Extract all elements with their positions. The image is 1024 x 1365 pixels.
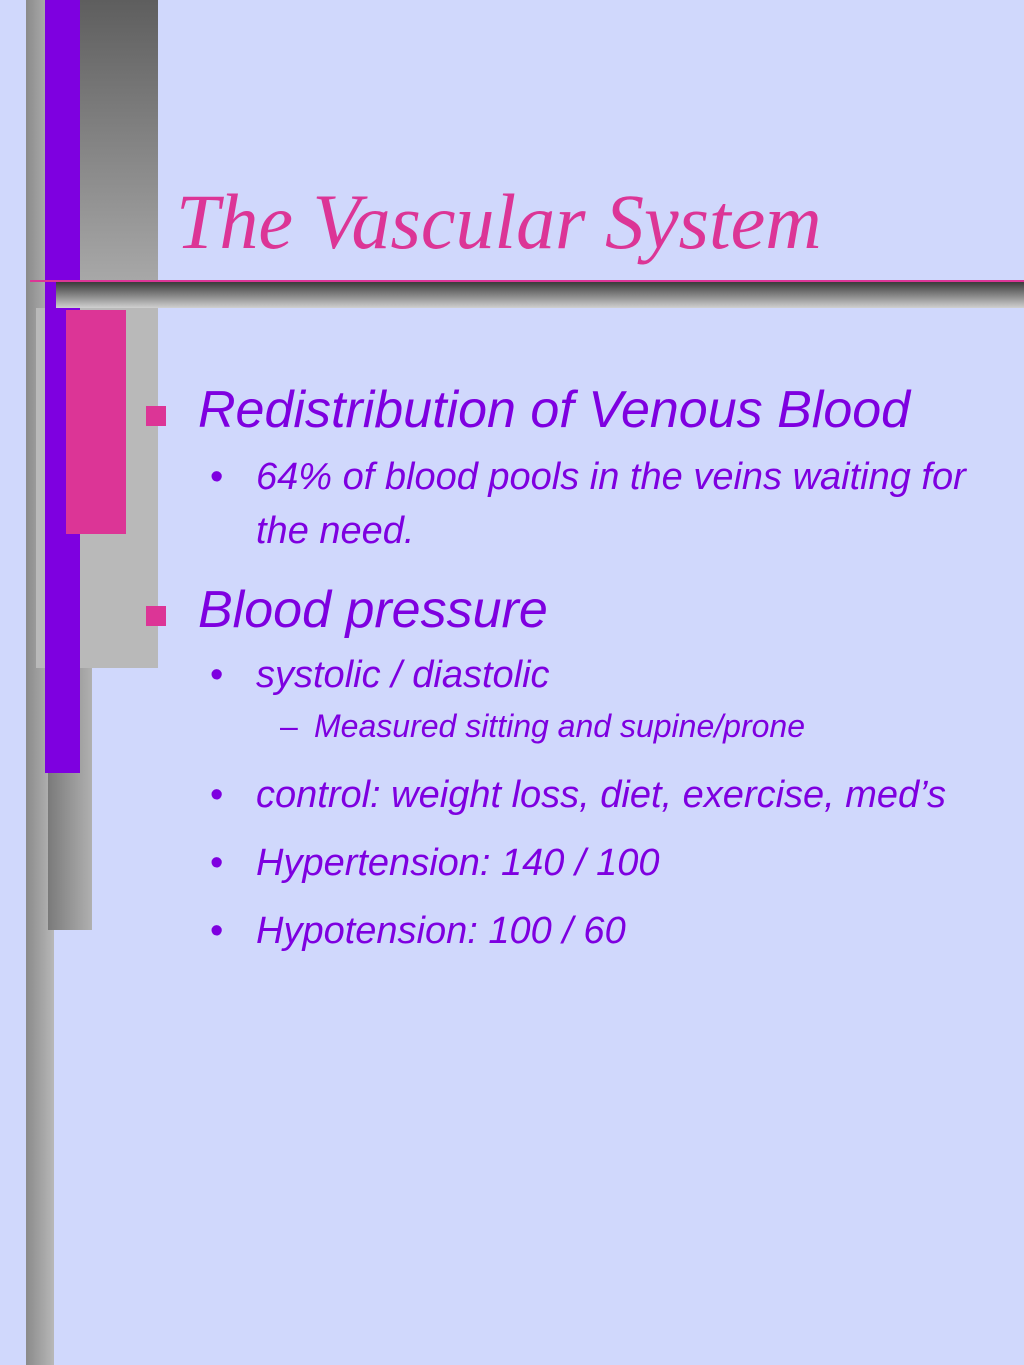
detail-measured bbox=[140, 702, 980, 750]
detail-text: Measured sitting and supine/prone bbox=[314, 708, 805, 744]
sub-bullet-text: systolic / diastolic bbox=[256, 654, 550, 696]
dash-bullet-icon: – bbox=[280, 708, 298, 744]
decor-gray-block-top bbox=[80, 0, 158, 282]
bullet-redistribution bbox=[140, 376, 980, 444]
sub-bullet-venous-pooling bbox=[140, 450, 980, 558]
dot-bullet-icon: • bbox=[210, 456, 224, 498]
bullet-blood-pressure bbox=[140, 576, 980, 644]
sub-bullet-text: 64% of blood pools in the veins waiting for the need. bbox=[256, 456, 966, 552]
sub-bullet-text: Hypertension: 140 / 100 bbox=[256, 842, 660, 884]
dot-bullet-icon: • bbox=[210, 654, 224, 696]
slide-title: The Vascular System bbox=[176, 178, 822, 265]
sub-bullet-systolic-diastolic bbox=[140, 648, 980, 702]
sub-bullet-hypertension bbox=[140, 836, 980, 890]
decor-pink-block bbox=[66, 310, 126, 534]
dot-bullet-icon: • bbox=[210, 774, 224, 816]
square-bullet-icon bbox=[146, 606, 166, 626]
bullet-text: Blood pressure bbox=[198, 581, 548, 639]
square-bullet-icon bbox=[146, 406, 166, 426]
sub-bullet-control bbox=[140, 768, 980, 822]
title-divider-line bbox=[30, 280, 1024, 282]
dot-bullet-icon: • bbox=[210, 910, 224, 952]
sub-bullet-text: control: weight loss, diet, exercise, med’s bbox=[256, 774, 946, 816]
slide-body bbox=[140, 376, 980, 958]
bullet-text: Redistribution of Venous Blood bbox=[198, 381, 911, 439]
dot-bullet-icon: • bbox=[210, 842, 224, 884]
sub-bullet-text: Hypotension: 100 / 60 bbox=[256, 910, 626, 952]
sub-bullet-hypotension bbox=[140, 904, 980, 958]
title-divider-bar bbox=[56, 282, 1024, 308]
